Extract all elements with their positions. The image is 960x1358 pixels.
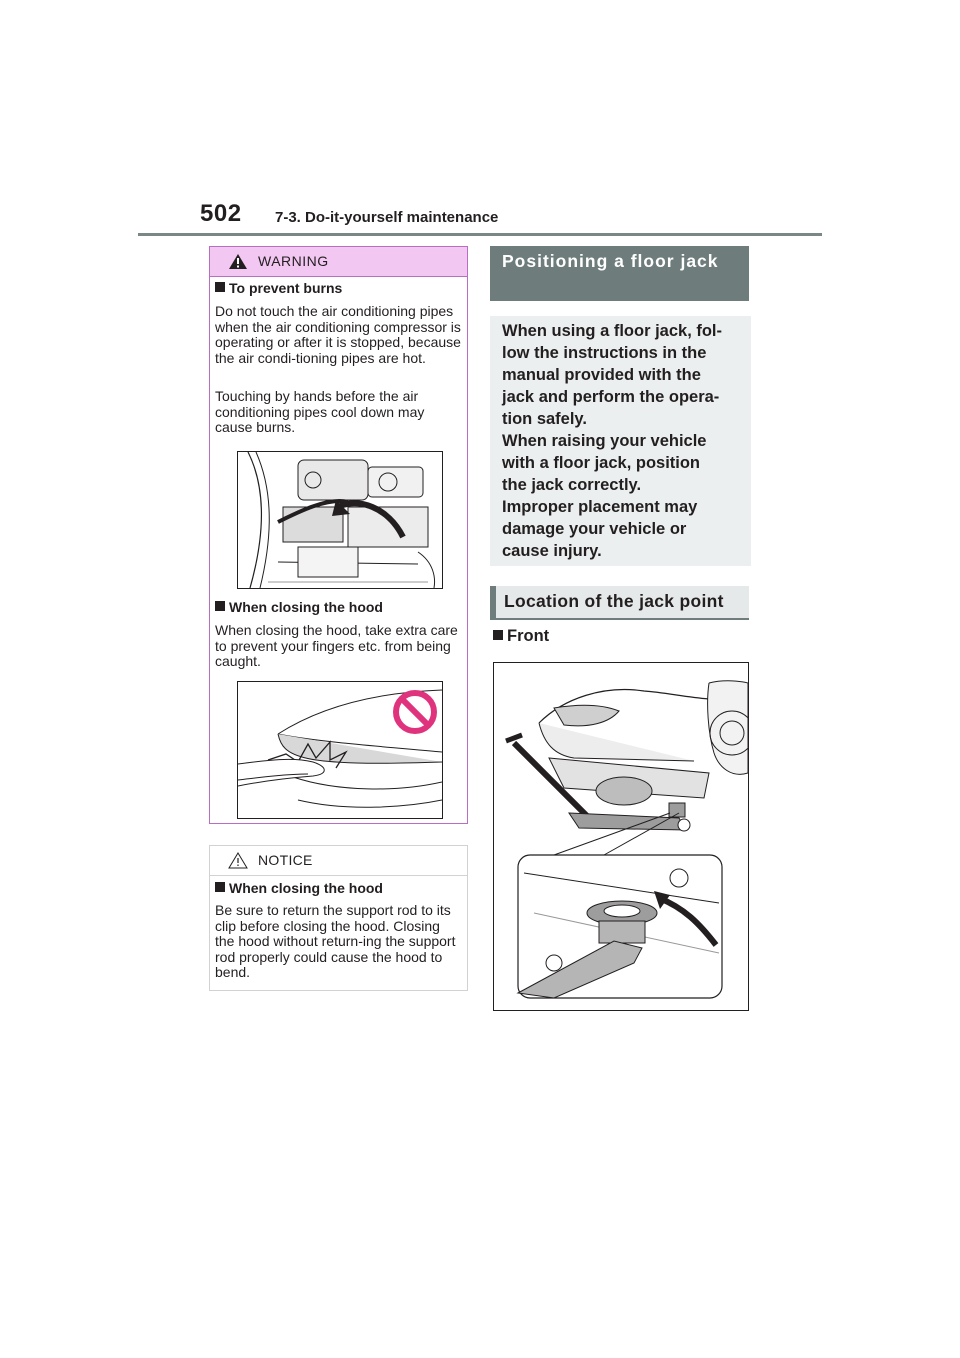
bullet-square-icon: [215, 282, 225, 292]
positioning-line: manual provided with the: [502, 366, 701, 384]
front-label: Front: [493, 627, 549, 646]
positioning-line: tion safely.: [502, 410, 587, 428]
warning-item1-para2: Touching by hands before the air conditioning pipes cool down may cause burns.: [215, 388, 425, 435]
warning-item1-heading: To prevent burns: [215, 280, 342, 296]
bullet-square-icon: [215, 882, 225, 892]
location-heading: Location of the jack point: [504, 591, 724, 611]
heading-accent-bar: [490, 586, 496, 618]
positioning-heading: Positioning a floor jack: [490, 246, 749, 301]
positioning-line: Improper placement may: [502, 498, 698, 516]
notice-item-para: Be sure to return the support rod to its clip before closing the hood. Closing the hood without return-ing the support rod properly could cause the hood to bend.: [215, 902, 456, 980]
notice-box: [209, 845, 468, 991]
positioning-line: When raising your vehicle: [502, 432, 707, 450]
positioning-line: low the instructions in the: [502, 344, 707, 362]
notice-title: NOTICE: [258, 852, 313, 868]
engine-compartment-illustration: [237, 451, 443, 589]
warning-item2-para1: When closing the hood, take extra care to prevent your fingers etc. from being caught.: [215, 622, 458, 669]
positioning-line: damage your vehicle or: [502, 520, 687, 538]
hood-closing-illustration: [237, 681, 443, 819]
positioning-line: with a floor jack, position: [502, 454, 701, 472]
notice-header: [210, 846, 467, 876]
page-number: 502: [200, 200, 242, 227]
header-rule: [138, 233, 822, 236]
warning-header: [210, 247, 467, 277]
warning-item2-heading: When closing the hood: [215, 599, 383, 615]
warning-box: [209, 246, 468, 824]
positioning-body: [490, 316, 751, 566]
positioning-line: jack and perform the opera-: [502, 388, 720, 406]
location-heading-bar: [490, 586, 749, 620]
notice-item-heading: When closing the hood: [215, 880, 383, 896]
bullet-square-icon: [215, 601, 225, 611]
warning-item1-para1: Do not touch the air conditioning pipes when the air conditioning compressor is operating or after it is stopped, because the air condi-tioning pipes are hot.: [215, 303, 461, 366]
warning-title: WARNING: [258, 253, 329, 269]
section-title: 7-3. Do-it-yourself maintenance: [275, 209, 499, 226]
warning-triangle-icon: [228, 253, 248, 270]
positioning-line: cause injury.: [502, 542, 602, 560]
positioning-line: the jack correctly.: [502, 476, 642, 494]
front-jack-point-illustration: [493, 662, 749, 1011]
bullet-square-icon: [493, 630, 503, 640]
positioning-line: When using a floor jack, fol-: [502, 322, 723, 340]
caution-triangle-icon: [228, 852, 248, 869]
